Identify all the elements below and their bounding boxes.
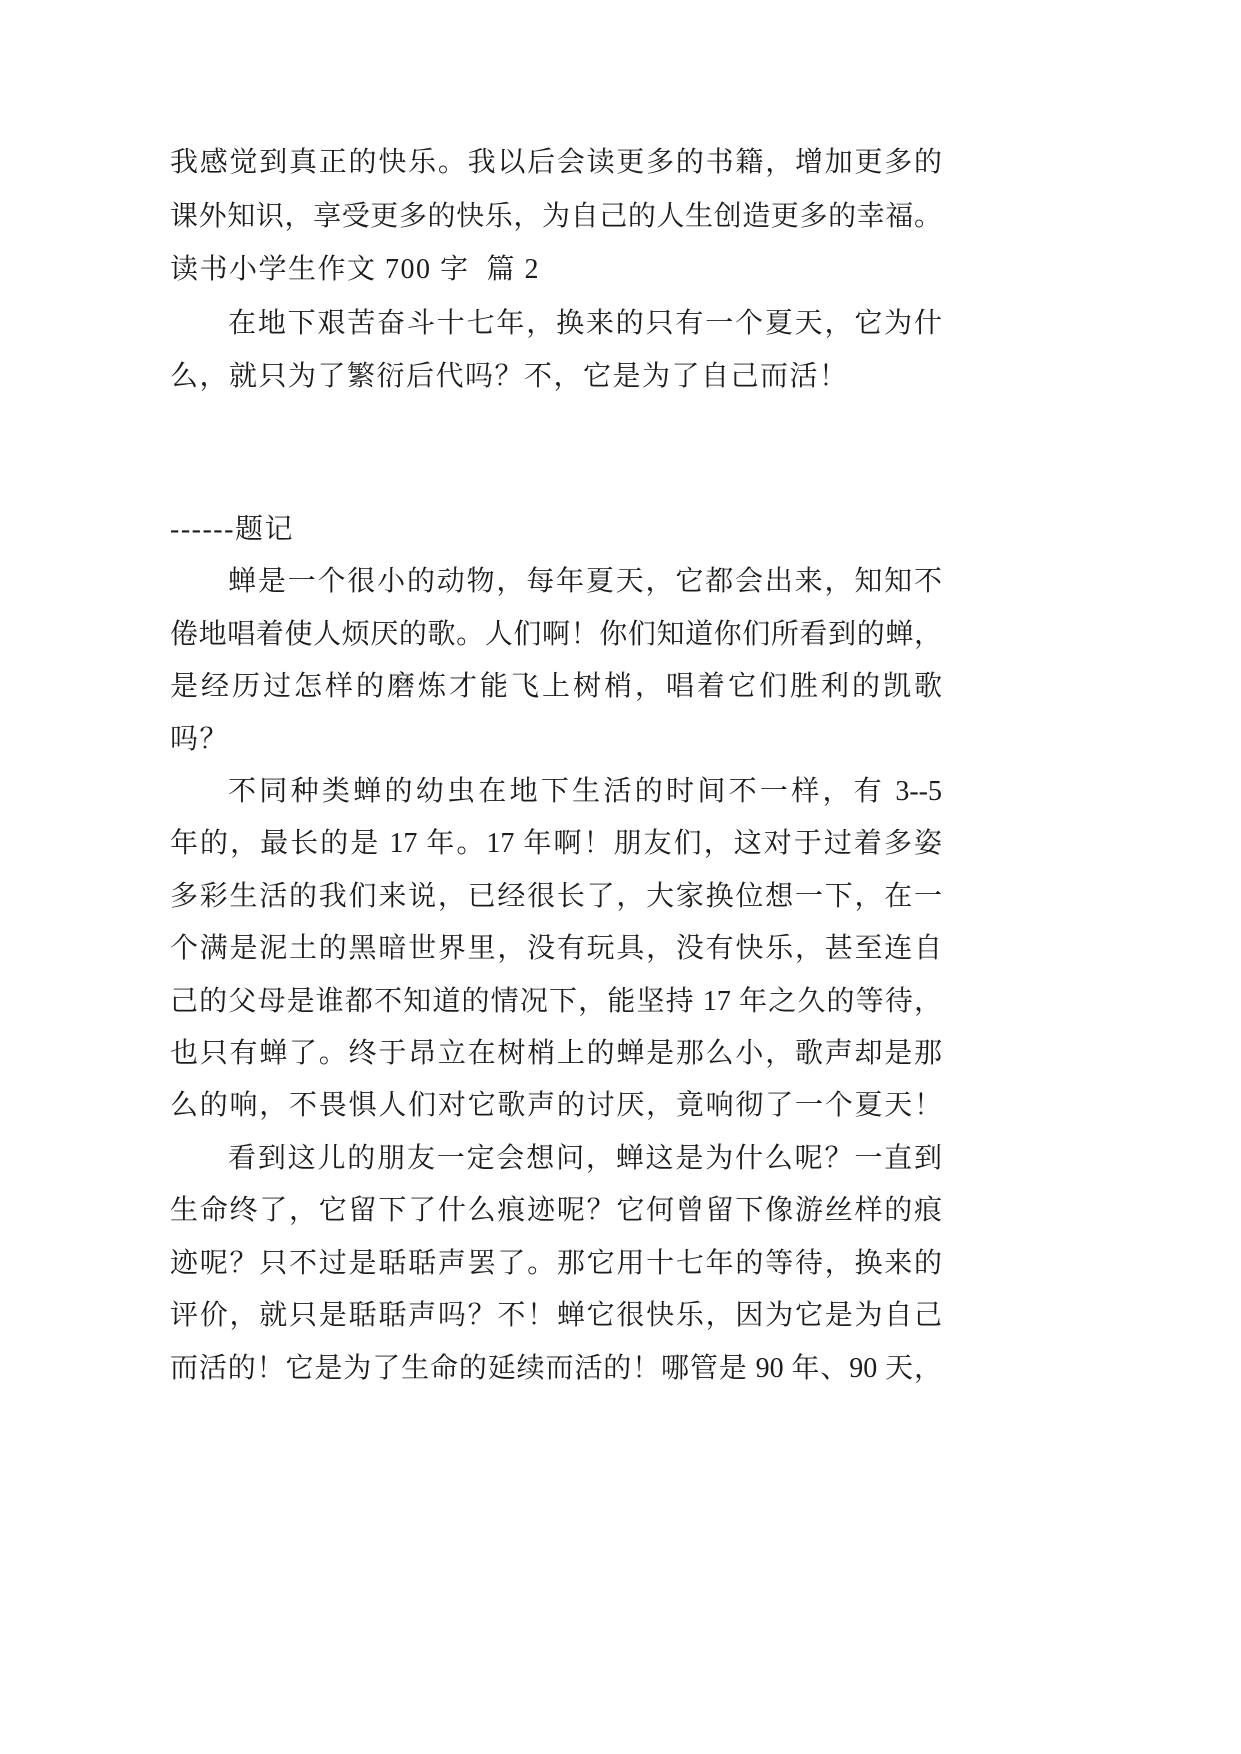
text-line: 蝉是一个很小的动物，每年夏天，它都会出来，知知不: [228, 566, 942, 598]
text-line: 看到这儿的朋友一定会想问，蝉这是为什么呢？一直到: [228, 1142, 942, 1174]
text-line: 吗？: [170, 723, 230, 755]
text-line: 是经历过怎样的磨炼才能飞上树梢，唱着它们胜利的凯歌: [170, 671, 942, 703]
text-line: 生命终了，它留下了什么痕迹呢？它何曾留下像游丝样的痕: [170, 1195, 942, 1227]
text-line: 课外知识，享受更多的快乐，为自己的人生创造更多的幸福。: [170, 200, 942, 232]
paragraph-2: [170, 766, 942, 1133]
text-line: 么的响，不畏惧人们对它歌声的讨厌，竟响彻了一个夏天！: [170, 1090, 942, 1122]
text-line: 评价，就只是聒聒声吗？不！蝉它很快乐，因为它是为自己: [170, 1300, 942, 1332]
text-line: 不同种类蝉的幼虫在地下生活的时间不一样，有 3--5: [228, 776, 942, 808]
text-line: 个满是泥土的黑暗世界里，没有玩具，没有快乐，甚至连自: [170, 933, 942, 965]
text-line: 么，就只为了繁衍后代吗？不，它是为了自己而活！: [170, 361, 849, 392]
text-block-bottom: [170, 504, 942, 1395]
text-line: 己的父母是谁都不知道的情况下，能坚持 17 年之久的等待，: [170, 985, 942, 1017]
text-line: 在地下艰苦奋斗十七年，换来的只有一个夏天，它为什: [228, 307, 942, 339]
text-block-top: [170, 136, 942, 404]
text-line: 年的，最长的是 17 年。17 年啊！朋友们，这对于过着多姿: [170, 828, 942, 860]
continuation-paragraph: [170, 136, 942, 243]
text-line: 多彩生活的我们来说，已经很长了，大家换位想一下，在一: [170, 880, 942, 912]
epigraph: [170, 297, 942, 404]
text-line: 倦地唱着使人烦厌的歌。人们啊！你们知道你们所看到的蝉，: [170, 618, 942, 650]
text-line: 迹呢？只不过是聒聒声罢了。那它用十七年的等待，换来的: [170, 1247, 942, 1279]
epigraph-attribution: ------题记: [170, 514, 294, 545]
paragraph-1: [170, 556, 942, 766]
essay-heading: 读书小学生作文 700 字 篇 2: [170, 254, 541, 285]
text-line: 我感觉到真正的快乐。我以后会读更多的书籍，增加更多的: [170, 147, 942, 178]
text-line: 而活的！它是为了生命的延续而活的！哪管是 90 年、90 天，: [170, 1352, 942, 1384]
paragraph-3: [170, 1133, 942, 1395]
text-line: 也只有蝉了。终于昂立在树梢上的蝉是那么小，歌声却是那: [170, 1038, 942, 1070]
